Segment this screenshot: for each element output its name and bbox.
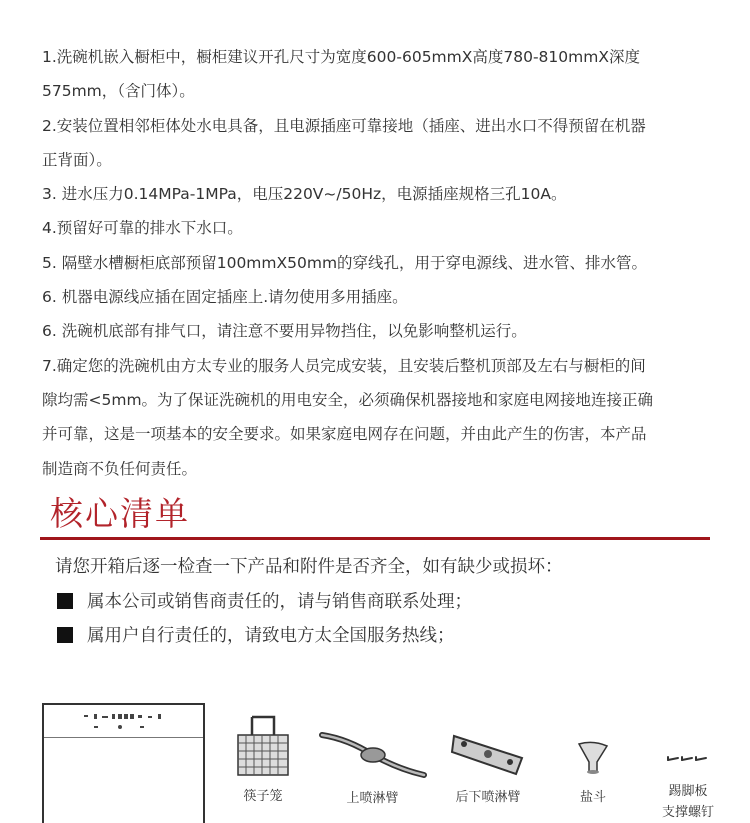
note-line: 2.安装位置相邻柜体处水电具备，且电源插座可靠接地（插座、进出水口不得预留在机器 <box>42 116 646 135</box>
note-line: 4.预留好可靠的排水下水口。 <box>42 219 243 238</box>
kickboard-screws-icon <box>664 752 712 776</box>
salt-funnel-icon <box>573 738 613 782</box>
accessory-label: 后下喷淋臂 <box>455 790 521 805</box>
accessory-kickboard-screws <box>648 752 728 820</box>
accessory-label: 支撑螺钉 <box>661 805 714 820</box>
accessory-label: 筷子笼 <box>243 789 283 804</box>
note-line: 1.洗碗机嵌入橱柜中，橱柜建议开孔尺寸为宽度600-605mmX高度780-810mmX深度 <box>42 48 640 66</box>
checklist-bullet <box>57 622 455 647</box>
checklist-intro: 请您开箱后逐一检查一下产品和附件是否齐全，如有缺少或损坏： <box>55 557 563 577</box>
lower-spray-arm-icon <box>450 728 526 782</box>
section-title: 核心清单 <box>50 494 190 533</box>
note-line: 6. 洗碗机底部有排气口，请注意不要用异物挡住，以免影响整机运行。 <box>42 322 527 341</box>
upper-spray-arm-icon <box>318 725 428 783</box>
note-line: 隙均需<5mm。为了保证洗碗机的用电安全，必须确保机器接地和家庭电网接地连接正确 <box>42 390 654 409</box>
panel-divider <box>44 737 203 738</box>
note-line: 5. 隔壁水槽橱柜底部预留100mmX50mm的穿线孔，用于穿电源线、进水管、排水管。 <box>42 253 648 272</box>
square-bullet-icon <box>57 593 73 609</box>
checklist-bullet <box>57 588 472 613</box>
accessory-lower-spray-arm <box>448 728 528 805</box>
accessory-salt-funnel <box>568 738 618 805</box>
control-panel-icon <box>44 705 203 745</box>
accessory-label: 盐斗 <box>579 790 606 805</box>
bullet-text: 属用户自行责任的，请致电方太全国服务热线； <box>87 626 455 646</box>
accessory-upper-spray-arm <box>315 725 430 806</box>
accessory-label: 上喷淋臂 <box>346 791 399 806</box>
square-bullet-icon <box>57 627 73 643</box>
note-line: 并可靠，这是一项基本的安全要求。如果家庭电网存在问题，并由此产生的伤害，本产品 <box>42 425 647 444</box>
dishwasher-illustration <box>42 703 205 823</box>
installation-notes <box>42 40 722 486</box>
cutlery-basket-icon <box>232 713 294 781</box>
bullet-text: 属本公司或销售商责任的，请与销售商联系处理； <box>87 592 472 612</box>
note-line: 7.确定您的洗碗机由方太专业的服务人员完成安装，且安装后整机顶部及左右与橱柜的间 <box>42 356 646 375</box>
note-line: 3. 进水压力0.14MPa-1MPa，电压220V~/50Hz，电源插座规格三孔10A。 <box>42 185 567 204</box>
note-line: 575mm，（含门体）。 <box>42 82 195 101</box>
note-line: 制造商不负任何责任。 <box>42 459 198 478</box>
note-line: 正背面）。 <box>42 150 112 169</box>
section-divider <box>40 537 710 540</box>
accessory-cutlery-basket <box>228 713 298 804</box>
accessory-label: 踢脚板 <box>668 784 708 799</box>
note-line: 6. 机器电源线应插在固定插座上.请勿使用多用插座。 <box>42 288 408 307</box>
